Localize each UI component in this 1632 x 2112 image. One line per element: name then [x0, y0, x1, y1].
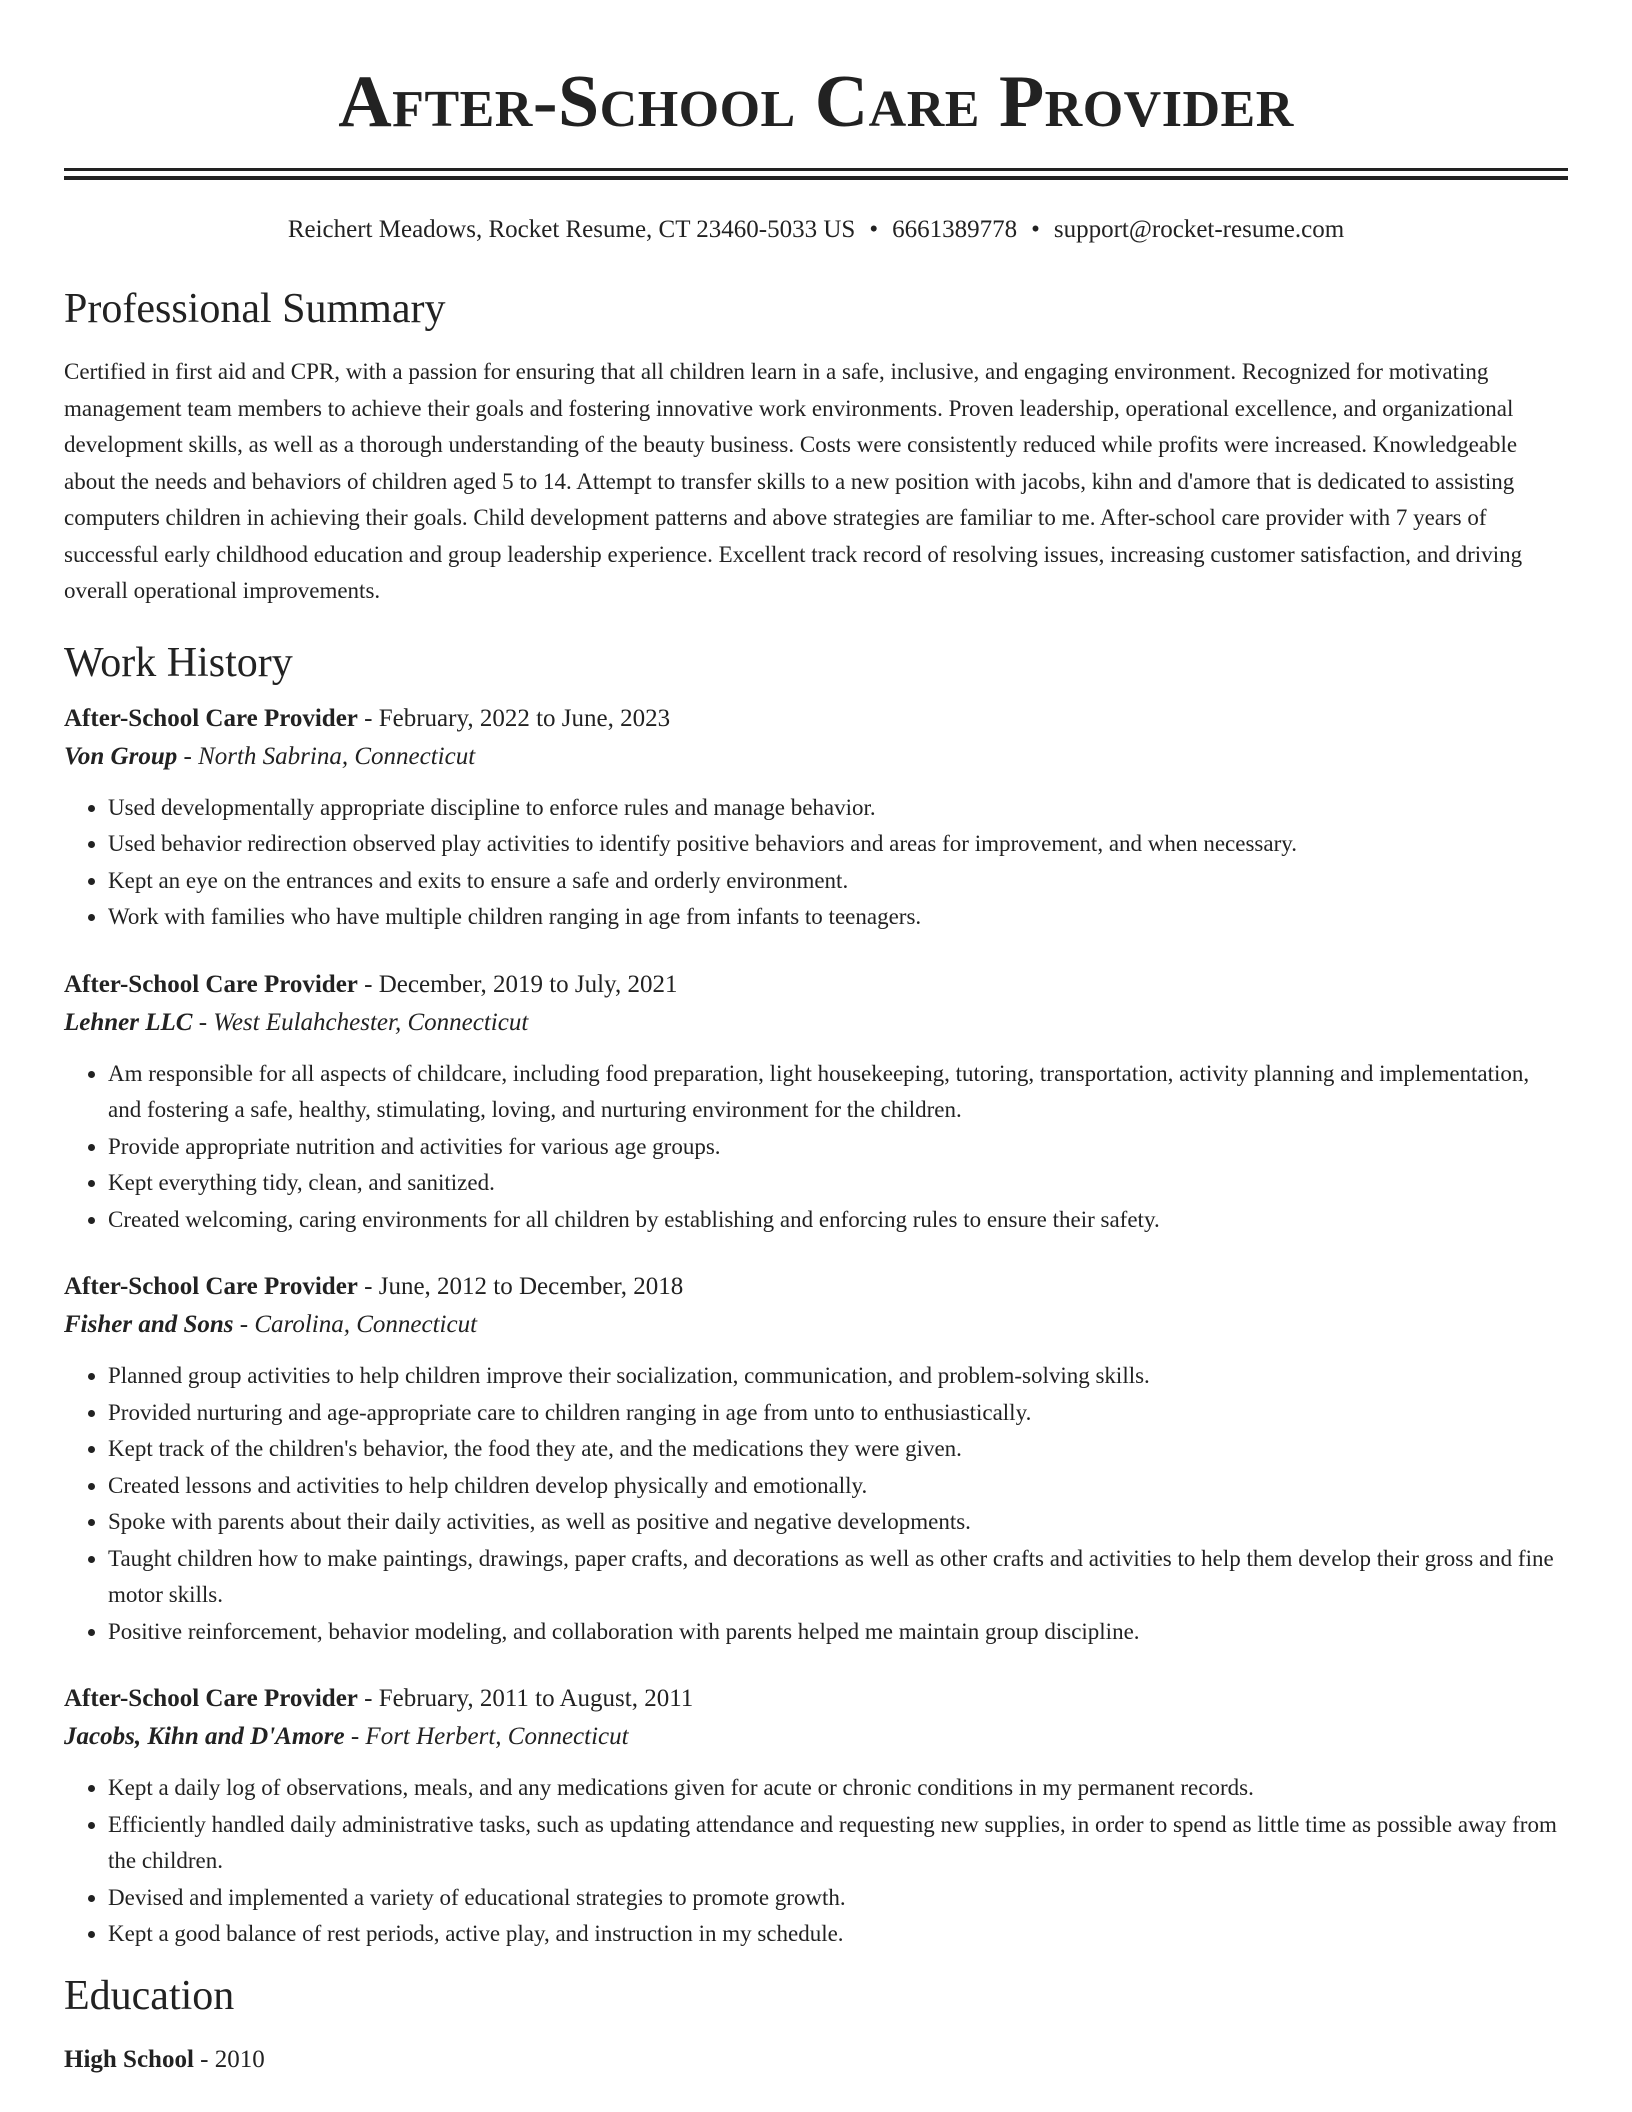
- education-degree: High School: [64, 2045, 194, 2073]
- job-company: Fisher and Sons: [64, 1311, 234, 1338]
- bullet-item: • Kept a good balance of rest periods, active play, and instruction in my schedule.: [108, 1916, 1568, 1953]
- job-dates: - December, 2019 to July, 2021: [357, 970, 678, 998]
- job-company: Jacobs, Kihn and D'Amore: [64, 1723, 345, 1750]
- bullet-item: • Provided nurturing and age-appropriate care to children ranging in age from unto to enthusiastically.: [108, 1395, 1568, 1432]
- contact-separator: •: [869, 216, 879, 243]
- contact-email: support@rocket-resume.com: [1053, 216, 1345, 243]
- contact-address: Reichert Meadows, Rocket Resume, CT 23460-5033 US: [287, 216, 856, 243]
- job-dates: - February, 2011 to August, 2011: [357, 1685, 694, 1712]
- job-entry: [64, 1680, 1568, 1953]
- bullet-item: • Positive reinforcement, behavior modeling, and collaboration with parents helped me maintain group discipline.: [108, 1614, 1568, 1651]
- bullet-item: • Kept track of the children's behavior, the food they ate, and the medications they were given.: [108, 1431, 1568, 1468]
- job-employer: [64, 738, 1568, 776]
- job-location: - Fort Herbert, Connecticut: [344, 1723, 629, 1750]
- education-section: [64, 1971, 1568, 2079]
- job-header: [64, 700, 1568, 738]
- bullet-item: • Kept an eye on the entrances and exits to ensure a safe and orderly environment.: [108, 863, 1568, 900]
- bullet-item: • Work with families who have multiple children ranging in age from infants to teenagers.: [108, 899, 1568, 936]
- summary-section: [64, 284, 1568, 610]
- education-heading: Education: [64, 1972, 235, 2019]
- summary-heading: Professional Summary: [64, 286, 446, 332]
- job-dates: - February, 2022 to June, 2023: [357, 704, 671, 732]
- job-bullets: [64, 1770, 1568, 1953]
- job-bullets: [64, 1056, 1568, 1239]
- job-location: - West Eulahchester, Connecticut: [192, 1008, 529, 1036]
- bullet-item: • Used behavior redirection observed play activities to identify positive behaviors and areas for improvement, and when necessary.: [108, 826, 1568, 863]
- resume-page: [64, 0, 1568, 2079]
- contact-line: [64, 214, 1568, 246]
- job-dates: - June, 2012 to December, 2018: [357, 1273, 684, 1300]
- contact-separator: •: [1031, 216, 1040, 243]
- work-history-heading: Work History: [64, 639, 293, 686]
- bullet-item: • Efficiently handled daily administrative tasks, such as updating attendance and requesting new supplies, in order to spend as little time as possible away from the children.: [108, 1807, 1568, 1880]
- education-item: [64, 2041, 1568, 2079]
- work-history-section: [64, 638, 1568, 1953]
- title-divider: [64, 168, 1568, 180]
- job-header: [64, 966, 1568, 1004]
- job-bullets: [64, 790, 1568, 936]
- bullet-item: • Created lessons and activities to help children develop physically and emotionally.: [108, 1468, 1568, 1505]
- bullet-item: • Used developmentally appropriate discipline to enforce rules and manage behavior.: [108, 790, 1568, 827]
- job-role: After-School Care Provider: [64, 704, 358, 732]
- resume-title: After-School Care Provider: [338, 61, 1294, 143]
- job-employer: [64, 1718, 1568, 1756]
- job-company: Lehner LLC: [64, 1008, 193, 1036]
- bullet-item: • Taught children how to make paintings, drawings, paper crafts, and decorations as well as other crafts and activities to help them develop their gross and fine motor skills.: [108, 1541, 1568, 1614]
- bullet-item: • Created welcoming, caring environments for all children by establishing and enforcing rules to ensure their safety.: [108, 1202, 1568, 1239]
- job-role: After-School Care Provider: [64, 970, 358, 998]
- summary-text: Certified in first aid and CPR, with a passion for ensuring that all children learn in a safe, inclusive, and engaging environment. Recognized for motivating management team members to achieve their goals and fostering innovative work environments. Proven leadership, operational excellence, and organizational development skills, as well as a thorough understanding of the beauty business. Costs were consistently reduced while profits were increased. Knowledgeable about the needs and behaviors of children aged 5 to 14. Attempt to transfer skills to a new position with jacobs, kihn and d'amore that is dedicated to assisting computers children in achieving their goals. Child development patterns and above strategies are familiar to me. After-school care provider with 7 years of successful early childhood education and group leadership experience. Excellent track record of resolving issues, increasing customer satisfaction, and driving overall operational improvements.: [64, 359, 1523, 603]
- job-location: - Carolina, Connecticut: [233, 1311, 478, 1338]
- job-header: [64, 1680, 1568, 1718]
- bullet-item: • Devised and implemented a variety of educational strategies to promote growth.: [108, 1880, 1568, 1917]
- bullet-item: • Planned group activities to help children improve their socialization, communication, and problem-solving skills.: [108, 1358, 1568, 1395]
- job-entry: [64, 966, 1568, 1239]
- education-year: - 2010: [193, 2045, 265, 2073]
- job-role: After-School Care Provider: [64, 1273, 358, 1300]
- bullet-item: • Am responsible for all aspects of childcare, including food preparation, light housekeeping, tutoring, transportation, activity planning and implementation, and fostering a safe, healthy, stimulating, loving, and nurturing environment for the children.: [108, 1056, 1568, 1129]
- contact-phone: 6661389778: [892, 216, 1018, 243]
- job-entry: [64, 1268, 1568, 1650]
- job-header: [64, 1268, 1568, 1306]
- job-bullets: [64, 1358, 1568, 1650]
- job-company: Von Group: [64, 742, 178, 770]
- job-employer: [64, 1306, 1568, 1344]
- job-employer: [64, 1004, 1568, 1042]
- job-location: - North Sabrina, Connecticut: [177, 742, 476, 770]
- bullet-item: • Provide appropriate nutrition and activities for various age groups.: [108, 1129, 1568, 1166]
- bullet-item: • Spoke with parents about their daily activities, as well as positive and negative developments.: [108, 1504, 1568, 1541]
- bullet-item: • Kept everything tidy, clean, and sanitized.: [108, 1165, 1568, 1202]
- bullet-item: • Kept a daily log of observations, meals, and any medications given for acute or chronic conditions in my permanent records.: [108, 1770, 1568, 1807]
- job-role: After-School Care Provider: [64, 1685, 358, 1712]
- job-entry: [64, 700, 1568, 936]
